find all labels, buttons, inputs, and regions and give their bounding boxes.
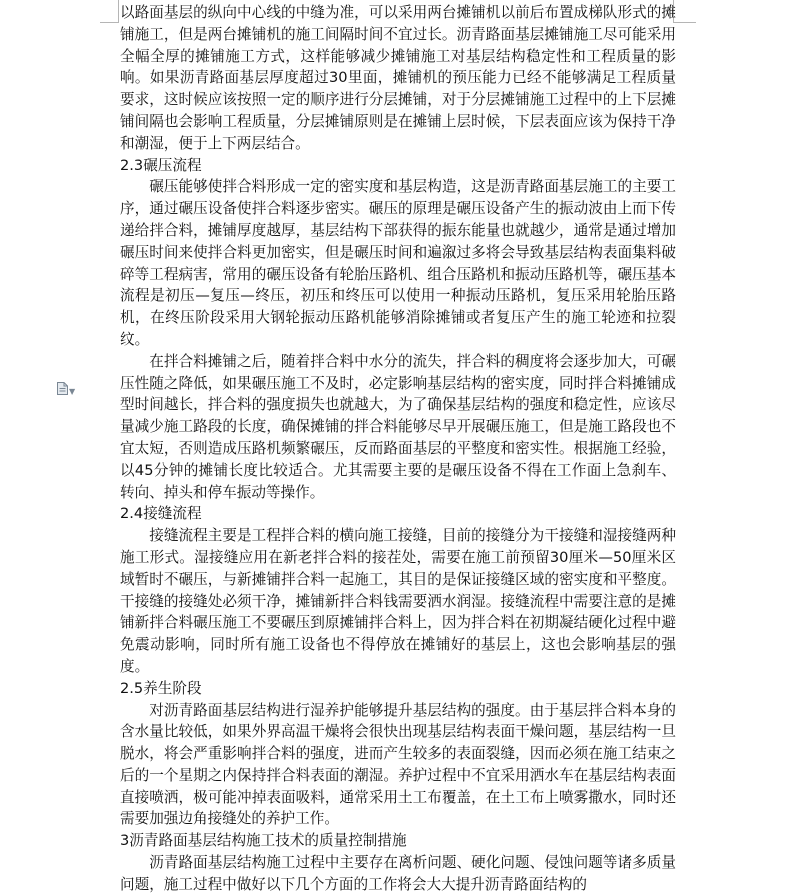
section-heading: 2.5养生阶段 — [120, 679, 202, 697]
paragraph: 对沥青路面基层结构进行湿养护能够提升基层结构的强度。由于基层拌合料本身的含水量比较低，如果外界高温干燥将会很快出现基层结构表面干燥问题，基层结构一旦脱水，将会严重影响拌合料的强度，进而产生较多的表面裂缝，因而必须在施工结束之后的一个星期之内保持拌合料表面的潮湿。养护过程中不宜采用洒水车在基层结构表面直接喷洒，极可能冲掉表面吸料，通常采用土工布覆盖，在土工布上喷雾撒水，同时还需要加强边角接缝处的养护工作。 — [120, 701, 676, 828]
document-icon — [57, 382, 68, 395]
page-corner-mark-right — [673, 0, 696, 23]
section-heading: 3沥青路面基层结构施工技术的质量控制措施 — [120, 832, 407, 850]
chevron-down-icon: ▼ — [69, 387, 76, 396]
paste-options-icon[interactable] — [57, 382, 75, 398]
section-heading: 2.3碾压流程 — [120, 156, 202, 174]
page-corner-mark-left — [100, 0, 119, 23]
document-body — [120, 2, 676, 896]
section-heading: 2.4接缝流程 — [120, 505, 202, 523]
paragraph: 接缝流程主要是工程拌合料的横向施工接缝，目前的接缝分为干接缝和湿接缝两种施工形式。湿接缝应用在新老拌合料的接茬处，需要在施工前预留30厘米—50厘米区域暂时不碾压，与新摊铺拌合料一起施工，其目的是保证接缝区域的密实度和平整度。干接缝的接缝处必须干净，摊铺新拌合料钱需要洒水润湿。接缝流程中需要注意的是摊铺新拌合料碾压施工不要碾压到原摊铺拌合料上，因为拌合料在初期凝结硬化过程中避免震动影响，同时所有施工设备也不得停放在摊铺好的基层上，这也会影响基层的强度。 — [120, 527, 676, 675]
paragraph: 以路面基层的纵向中心线的中缝为准，可以采用两台摊铺机以前后布置成梯队形式的摊铺施工，但是两台摊铺机的施工间隔时间不宜过长。沥青路面基层摊铺施工尽可能采用全幅全厚的摊铺施工方式，这样能够减少摊铺施工对基层结构稳定性和工程质量的影响。如果沥青路面基层厚度超过30里面，摊铺机的预压能力已经不能够满足工程质量要求，这时候应该按照一定的顺序进行分层摊铺，对于分层摊铺施工过程中的上下层摊铺间隔也会影响工程质量，分层摊铺原则是在摊铺上层时候，下层表面应该为保持干净和潮湿，便于上下两层结合。 — [120, 4, 676, 152]
paragraph: 沥青路面基层结构施工过程中主要存在离析问题、硬化问题、侵蚀问题等诸多质量问题，施工过程中做好以下几个方面的工作将会大大提升沥青路面结构的 — [120, 854, 676, 893]
paragraph: 在拌合料摊铺之后，随着拌合料中水分的流失，拌合料的稠度将会逐步加大，可碾压性随之降低，如果碾压施工不及时，必定影响基层结构的密实度，同时拌合料摊铺成型时间越长，拌合料的强度损失也就越大，为了确保基层结构的强度和稳定性，应该尽量减少施工路段的长度，确保摊铺的拌合料能够尽早开展碾压施工，但是施工路段也不宜太短，否则造成压路机频繁碾压，反而路面基层的平整度和密实性。根据施工经验，以45分钟的摊铺长度比较适合。尤其需要主要的是碾压设备不得在工作面上急刹车、转向、掉头和停车振动等操作。 — [120, 352, 676, 501]
paragraph: 碾压能够使拌合料形成一定的密实度和基层构造，这是沥青路面基层施工的主要工序，通过碾压设备使拌合料逐步密实。碾压的原理是碾压设备产生的振动波由上而下传递给拌合料，摊铺厚度越厚，基层结构下部获得的振东能量也就越少，通常是通过增加碾压时间来使拌合料更加密实，但是碾压时间和遍溆过多将会导致基层结构表面集料破碎等工程病害，常用的碾压设备有轮胎压路机、组合压路机和振动压路机等，碾压基本流程是初压—复压—终压，初压和终压可以使用一种振动压路机，复压采用轮胎压路机，在终压阶段采用大钢轮振动压路机能够消除摊铺或者复压产生的施工轮迹和拉裂纹。 — [120, 178, 676, 348]
